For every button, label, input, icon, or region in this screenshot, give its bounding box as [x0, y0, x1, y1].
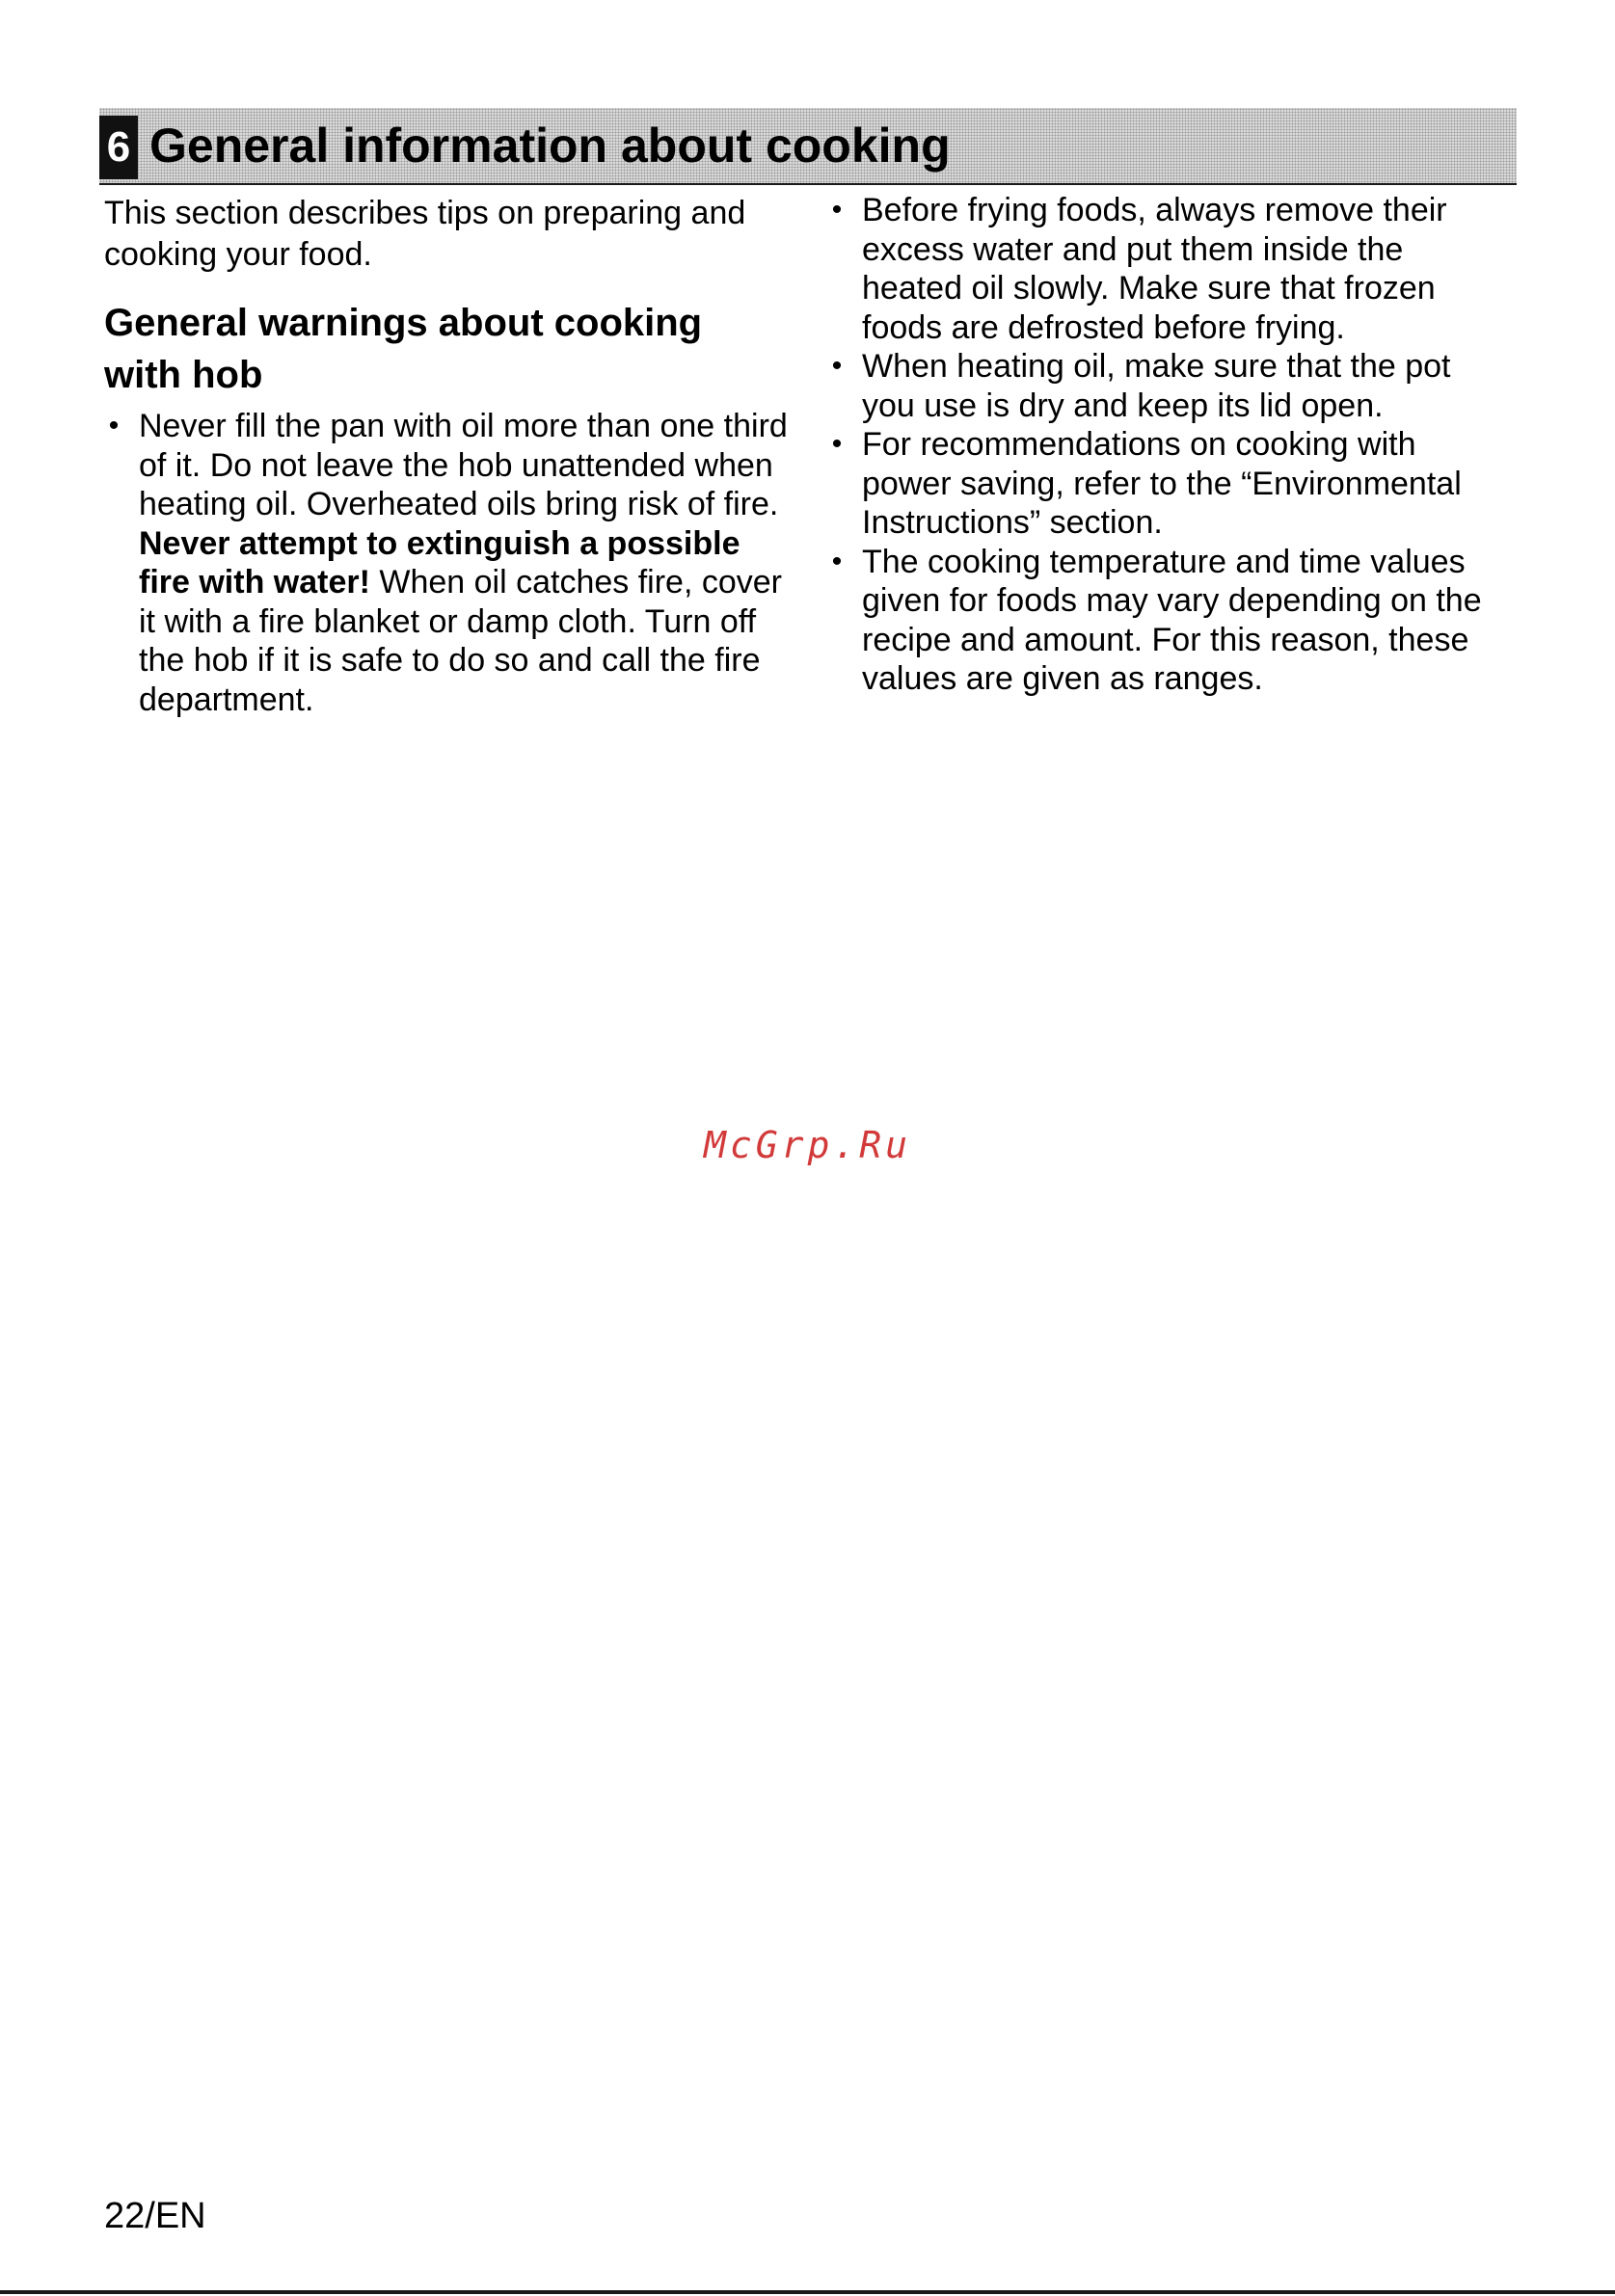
bullet-icon: • — [831, 545, 843, 577]
list-item — [104, 407, 789, 719]
left-column — [104, 193, 789, 719]
list-item — [827, 347, 1502, 425]
list-item-text: For recommendations on cooking with power saving, refer to the “Environmental Instructions” section. — [862, 426, 1462, 541]
bottom-divider — [0, 2290, 1615, 2294]
bullet-icon: • — [108, 410, 120, 441]
list-item — [827, 191, 1502, 347]
intro-paragraph: This section describes tips on preparing and cooking your food. — [104, 195, 746, 273]
list-item-text: Before frying foods, always remove their excess water and put them inside the heated oil slowly. Make sure that frozen foods are defrosted before frying. — [862, 192, 1447, 346]
list-item-emphasis: Never attempt to extinguish a possible fire with water! — [139, 524, 740, 601]
chapter-header — [99, 108, 1517, 185]
chapter-number-badge: 6 — [99, 116, 138, 179]
warning-list — [104, 407, 789, 719]
list-item-text: Never fill the pan with oil more than one third of it. Do not leave the hob unattended when heating oil. Overheated oils bring risk of fire. — [139, 408, 788, 522]
list-item — [827, 543, 1502, 699]
chapter-title: General information about cooking — [149, 119, 951, 173]
bullet-icon: • — [831, 428, 843, 460]
bullet-icon: • — [831, 194, 843, 226]
section-subheading: General warnings about cooking with hob — [104, 302, 703, 396]
list-item — [827, 425, 1502, 543]
list-item-text: When heating oil, make sure that the pot you use is dry and keep its lid open. — [862, 348, 1451, 424]
right-column — [827, 191, 1502, 699]
page-number: 22/EN — [104, 2196, 206, 2236]
watermark-link[interactable]: McGrp.Ru — [703, 1124, 912, 1166]
list-item-text: The cooking temperature and time values given for foods may vary depending on the recipe and amount. For this reason, these values are given as ranges. — [862, 543, 1482, 697]
bullet-icon: • — [831, 350, 843, 382]
tips-list — [827, 191, 1502, 699]
list-item-text-continued: When oil catches fire, cover it with a fire blanket or damp cloth. Turn off the hob if it is safe to do so and call the fire department. — [139, 564, 782, 718]
